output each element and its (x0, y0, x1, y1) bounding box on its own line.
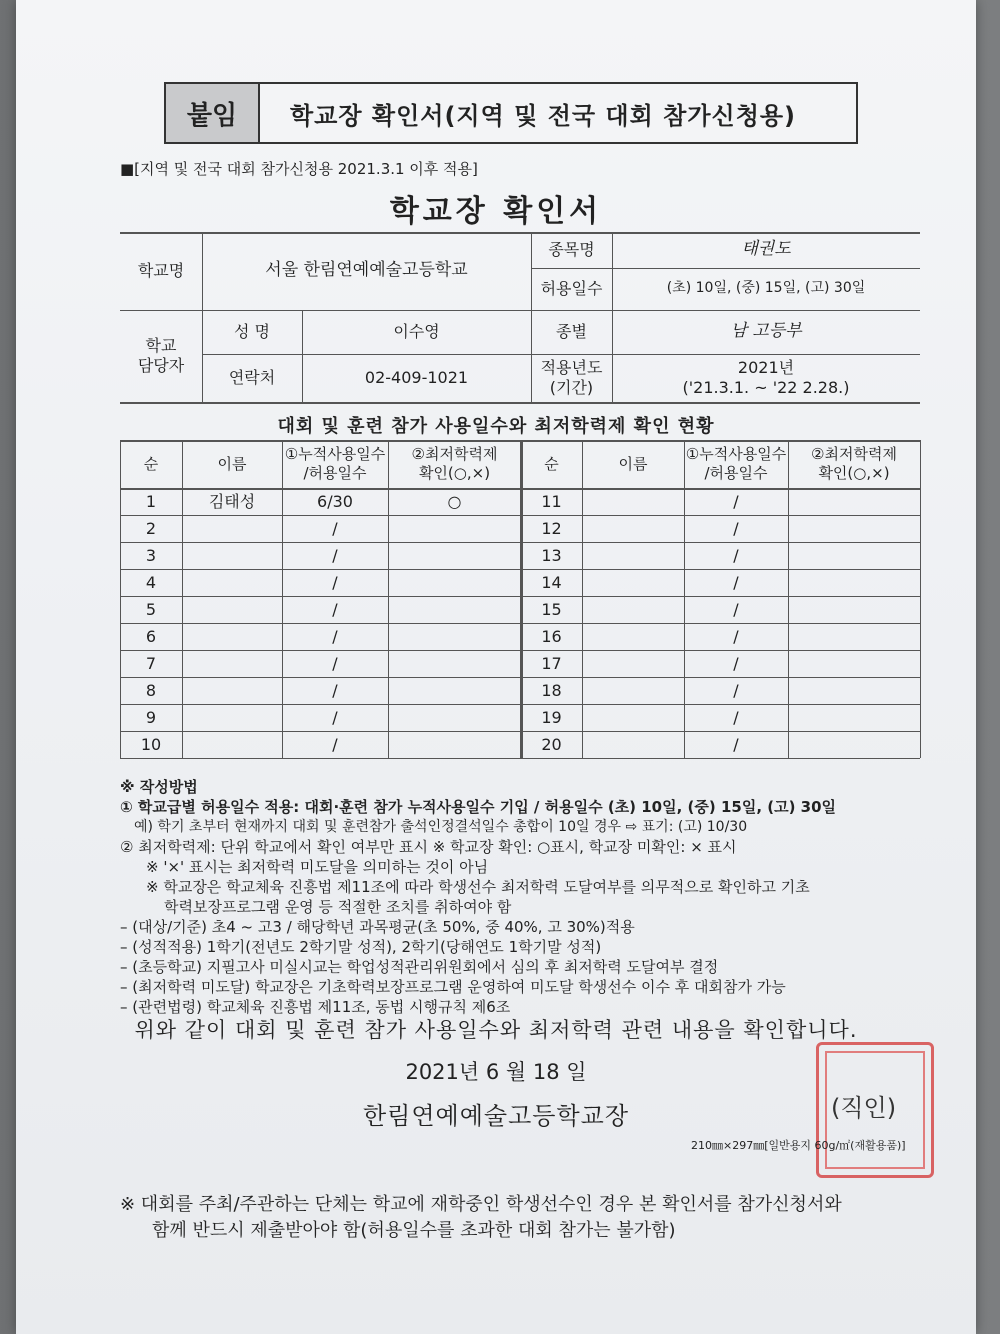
table-cell-days: / (332, 626, 338, 646)
note-4a: ※ 학교장은 학교체육 진흥법 제11조에 따라 학생선수 최저학력 도달여부를 의무적으로 확인하고 기초 (146, 878, 810, 896)
table-cell-name (182, 596, 282, 623)
table-cell-name (182, 569, 282, 596)
table-cell-days: / (733, 518, 739, 538)
form-title: 학교장 확인서 (389, 194, 603, 229)
table-cell-name (182, 623, 282, 650)
contact-value: 02-409-1021 (364, 368, 469, 387)
table-cell-name (182, 704, 282, 731)
header-no-left: 순 (143, 454, 159, 473)
table-cell-days: / (733, 680, 739, 700)
detail-5: – (관련법령) 학교체육 진흥법 제11조, 동법 시행규칙 제6조 (120, 998, 511, 1016)
school-name: 서울 한림연예예술고등학교 (265, 260, 468, 281)
name-value: 이수영 (393, 322, 440, 341)
table-cell-no: 11 (541, 491, 562, 511)
allowed-value: (초) 10일, (중) 15일, (고) 30일 (666, 280, 866, 297)
table-cell-name (582, 623, 684, 650)
paper-spec: 210㎜×297㎜[일반용지 60g/㎡(재활용품)] (691, 1139, 906, 1152)
table-cell-no: 4 (145, 572, 157, 592)
table-cell-name (182, 515, 282, 542)
table-cell-name (182, 542, 282, 569)
table-cell-name (582, 731, 684, 758)
confirmation-statement: 위와 같이 대회 및 훈련 참가 사용일수와 최저학력 관련 내용을 확인합니다. (134, 1018, 858, 1042)
header-days-left: ①누적사용일수 /허용일수 (284, 445, 386, 482)
note-4b: 학력보장프로그램 운영 등 적절한 조치를 취하여야 함 (164, 898, 512, 916)
principal-name: 한림연예예술고등학교장 (362, 1102, 630, 1130)
table-cell-academic (788, 596, 920, 623)
header-academic-left: ②최저학력제 확인(○,×) (411, 445, 498, 482)
table-cell-no: 2 (145, 518, 157, 538)
table-cell-days: / (332, 545, 338, 565)
table-cell-academic (788, 704, 920, 731)
table-cell-academic (388, 731, 521, 758)
division-label: 종별 (556, 322, 587, 341)
year-value: 2021년 ('21.3.1. ~ '22 2.28.) (682, 358, 850, 397)
note-3: ※ '×' 표시는 최저학력 미도달을 의미하는 것이 아님 (146, 858, 489, 876)
allowed-label: 허용일수 (540, 279, 603, 298)
table-cell-name (582, 515, 684, 542)
table-cell-name (182, 650, 282, 677)
table-cell-academic (788, 569, 920, 596)
table-cell-academic (388, 569, 521, 596)
table-cell-no: 5 (145, 599, 157, 619)
attachment-tag: 붙임 (166, 84, 260, 142)
table-cell-academic (388, 623, 521, 650)
table-cell-days: / (733, 572, 739, 592)
detail-4: – (최저학력 미도달) 학교장은 기초학력보장프로그램 운영하여 미도달 학생선수 이수 후 대회참가 가능 (120, 978, 786, 996)
table-cell-academic (788, 542, 920, 569)
document-page (16, 0, 976, 1334)
header-no-right: 순 (544, 454, 559, 473)
table-cell-no: 14 (541, 572, 562, 592)
table-cell-academic (788, 677, 920, 704)
division-value: 남 고등부 (730, 321, 802, 342)
table-cell-days: / (332, 572, 338, 592)
table-cell-no: 20 (541, 734, 562, 754)
note-1b: 예) 학기 초부터 현재까지 대회 및 훈련참가 출석인정결석일수 총합이 10일 경우 ⇨ 표기: (고) 10/30 (134, 819, 748, 835)
detail-3: – (초등학교) 지필고사 미실시교는 학업성적관리위원회에서 심의 후 최저학력 도달여부 결정 (120, 958, 719, 976)
seal-label: (직인) (831, 1094, 897, 1122)
subtitle: ■[지역 및 전국 대회 참가신청용 2021.3.1 이후 적용] (120, 160, 478, 178)
table-cell-days: / (733, 626, 739, 646)
header-box (164, 82, 858, 144)
table-cell-no: 10 (140, 734, 162, 754)
table-cell-days: / (733, 707, 739, 727)
table-cell-academic (788, 650, 920, 677)
table-cell-academic: ○ (447, 491, 462, 511)
event-value: 태권도 (741, 239, 791, 260)
table-cell-name (582, 650, 684, 677)
table-cell-academic (788, 623, 920, 650)
table-cell-name (182, 677, 282, 704)
table-cell-academic (388, 650, 521, 677)
detail-2: – (성적적용) 1학기(전년도 2학기말 성적), 2학기(당해연도 1학기말 성적) (120, 938, 602, 956)
table-cell-academic (388, 542, 521, 569)
table-cell-days: / (332, 599, 338, 619)
table-cell-no: 13 (541, 545, 562, 565)
table-cell-no: 19 (541, 707, 562, 727)
year-label: 적용년도 (기간) (540, 358, 603, 397)
table-cell-name (182, 731, 282, 758)
table-cell-academic (388, 515, 521, 542)
table-cell-name: 김태성 (208, 491, 256, 511)
header-days-right: ①누적사용일수 /허용일수 (685, 445, 787, 482)
header-name-right: 이름 (618, 454, 648, 473)
name-label: 성 명 (234, 322, 270, 341)
detail-1: – (대상/기준) 초4 ~ 고3 / 해당학년 과목평균(초 50%, 중 40%, 고 30%)적용 (120, 918, 635, 936)
contact-label: 연락처 (228, 368, 276, 387)
header-name-left: 이름 (217, 454, 247, 473)
table-cell-name (582, 677, 684, 704)
table-cell-academic (388, 704, 521, 731)
table-cell-no: 3 (145, 545, 157, 565)
table-cell-no: 6 (145, 626, 157, 646)
table-cell-days: / (733, 545, 739, 565)
table-cell-no: 16 (541, 626, 562, 646)
table-cell-no: 1 (145, 491, 157, 511)
issue-date: 2021년 6 월 18 일 (405, 1060, 587, 1084)
header-academic-right: ②최저학력제 확인(○,×) (811, 445, 897, 482)
table-cell-academic (388, 596, 521, 623)
table-cell-days: / (733, 734, 739, 754)
table-cell-days: / (733, 491, 739, 511)
table-cell-academic (388, 677, 521, 704)
table-cell-days: / (733, 599, 739, 619)
table-cell-days: / (733, 653, 739, 673)
table-cell-name (582, 542, 684, 569)
table-cell-days: / (332, 518, 338, 538)
table-cell-name (582, 569, 684, 596)
note-1a: ① 학교급별 허용일수 적용: 대회·훈련 참가 누적사용일수 기입 / 허용일수 (초) 10일, (중) 15일, (고) 30일 (120, 798, 837, 816)
table-cell-days: / (332, 680, 338, 700)
school-label: 학교명 (137, 261, 185, 280)
table-cell-academic (788, 515, 920, 542)
table-cell-no: 8 (145, 680, 157, 700)
footer-line-2: 함께 반드시 제출받아야 함(허용일수를 초과한 대회 참가는 불가함) (152, 1220, 676, 1241)
table-cell-no: 15 (541, 599, 562, 619)
table-cell-no: 17 (541, 653, 562, 673)
table-cell-days: / (332, 653, 338, 673)
manager-label: 학교 담당자 (137, 336, 185, 375)
table-cell-days: / (332, 734, 338, 754)
section-title: 대회 및 훈련 참가 사용일수와 최저학력제 확인 현황 (277, 416, 715, 437)
event-label: 종목명 (548, 240, 595, 259)
table-cell-no: 12 (541, 518, 562, 538)
table-cell-days: / (332, 707, 338, 727)
table-cell-no: 7 (145, 653, 157, 673)
footer-line-1: ※ 대회를 주최/주관하는 단체는 학교에 재학중인 학생선수인 경우 본 확인서를 참가신청서와 (120, 1194, 842, 1215)
table-cell-name (582, 704, 684, 731)
notes-heading: ※ 작성방법 (120, 778, 198, 796)
table-cell-no: 9 (145, 707, 157, 727)
table-cell-academic (788, 488, 920, 515)
header-title: 학교장 확인서(지역 및 전국 대회 참가신청용) (290, 101, 797, 130)
table-cell-days: 6/30 (317, 491, 353, 511)
table-cell-name (582, 488, 684, 515)
note-2: ② 최저학력제: 단위 학교에서 확인 여부만 표시 ※ 학교장 확인: ○표시, 학교장 미확인: × 표시 (120, 838, 737, 856)
table-cell-no: 18 (541, 680, 562, 700)
table-cell-name (582, 596, 684, 623)
table-cell-academic (788, 731, 920, 758)
